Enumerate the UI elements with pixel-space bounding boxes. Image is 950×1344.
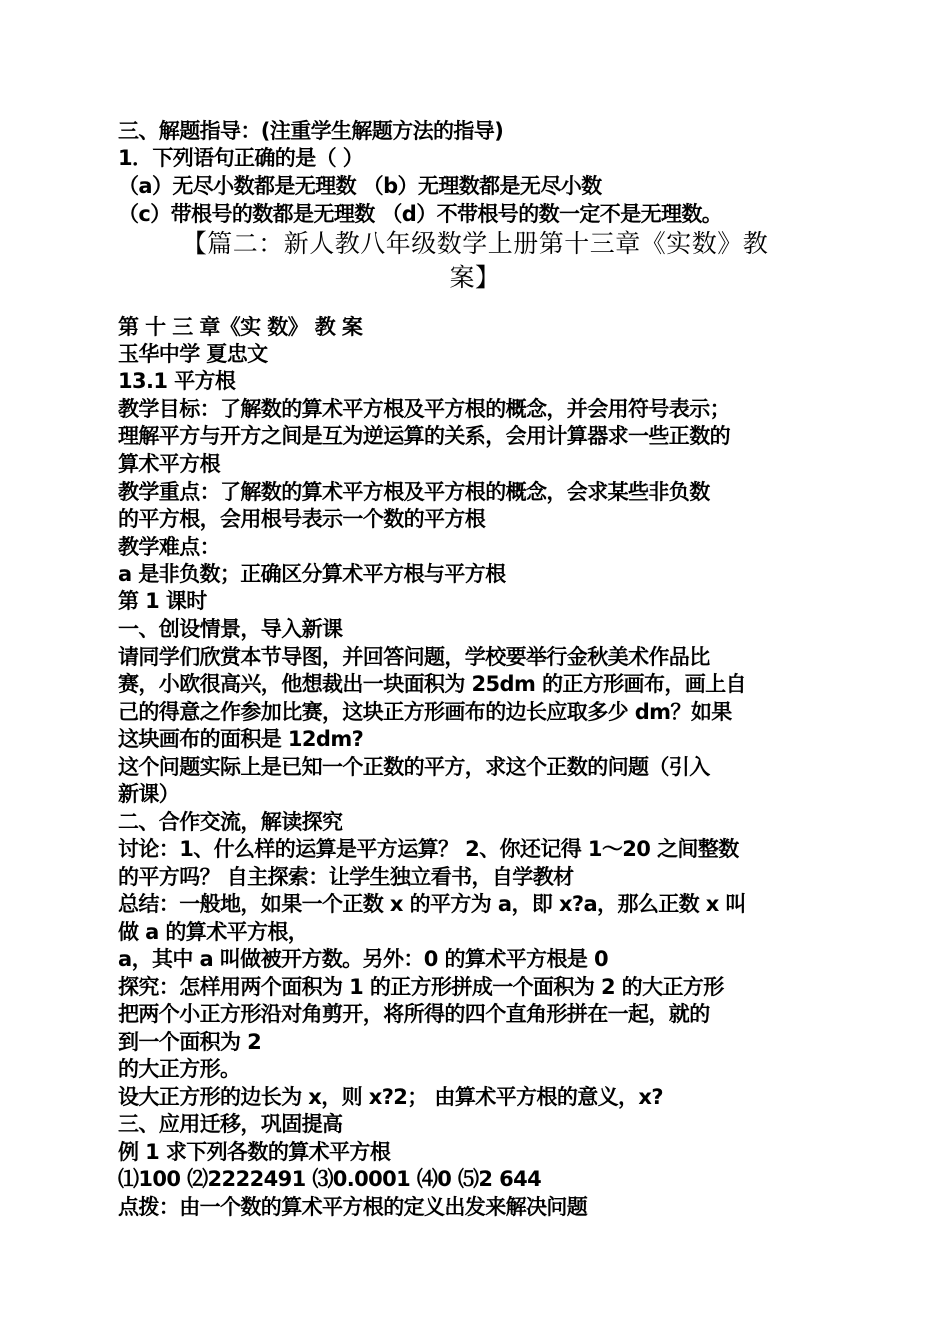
part-2-heading: 二、合作交流，解读探究	[118, 810, 343, 834]
summary-line-1: 总结：一般地，如果一个正数 x 的平方为 a，即 x?a，那么正数 x 叫	[118, 892, 746, 916]
difficulty-text: a 是非负数；正确区分算术平方根与平方根	[118, 562, 506, 586]
example-1-items: ⑴100 ⑵2222491 ⑶0.0001 ⑷0 ⑸2 644	[118, 1167, 542, 1191]
teaching-goal-line-1: 教学目标：了解数的算术平方根及平方根的概念，并会用符号表示；	[118, 397, 730, 421]
hint-line: 点拨：由一个数的算术平方根的定义出发来解决问题	[118, 1195, 588, 1219]
intro-paragraph-line-1: 请同学们欣赏本节导图，并回答问题，学校要举行金秋美术作品比	[118, 645, 710, 669]
intro-paragraph-line-2: 赛，小欧很高兴，他想裁出一块面积为 25dm 的正方形画布，画上自	[118, 672, 746, 696]
difficulty-label: 教学难点：	[118, 535, 220, 559]
part-3-heading: 三、应用迁移，巩固提高	[118, 1112, 343, 1136]
intro-paragraph-line-3: 己的得意之作参加比赛，这块正方形画布的边长应取多少 dm？如果	[118, 700, 732, 724]
summary-line-3: a，其中 a 叫做被开方数。另外：0 的算术平方根是 0	[118, 947, 609, 971]
teaching-goal-line-2: 理解平方与开方之间是互为逆运算的关系，会用计算器求一些正数的	[118, 424, 730, 448]
question-1-options-cd: （c）带根号的数都是无理数 （d）不带根号的数一定不是无理数。	[118, 202, 723, 226]
article-heading-line-2: 案】	[449, 263, 501, 292]
question-1-options-ab: （a）无尽小数都是无理数 （b）无理数都是无尽小数	[118, 174, 602, 198]
section-title: 13.1 平方根	[118, 369, 236, 393]
teaching-goal-line-3: 算术平方根	[118, 452, 220, 476]
chapter-title: 第 十 三 章《实 数》 教 案	[118, 315, 363, 339]
summary-line-2: 做 a 的算术平方根，	[118, 920, 309, 944]
section3-title: 三、解题指导：(注重学生解题方法的指导)	[118, 119, 504, 143]
discussion-line-1: 讨论：1、什么样的运算是平方运算？ 2、你还记得 1～20 之间整数	[118, 837, 739, 861]
explore-line-3: 到一个面积为 2	[118, 1030, 262, 1054]
explore-line-4: 的大正方形。	[118, 1057, 241, 1081]
discussion-line-2: 的平方吗？ 自主探索：让学生独立看书，自学教材	[118, 865, 574, 889]
explore-line-2: 把两个小正方形沿对角剪开，将所得的四个直角形拼在一起，就的	[118, 1002, 710, 1026]
explore-line-1: 探究：怎样用两个面积为 1 的正方形拼成一个面积为 2 的大正方形	[118, 975, 724, 999]
explore-line-5: 设大正方形的边长为 x，则 x?2； 由算术平方根的意义，x?	[118, 1085, 663, 1109]
problem-paragraph-line-1: 这个问题实际上是已知一个正数的平方，求这个正数的问题（引入	[118, 755, 710, 779]
question-1: 1．下列语句正确的是（ ）	[118, 146, 364, 170]
problem-paragraph-line-2: 新课）	[118, 782, 180, 806]
key-point-line-1: 教学重点：了解数的算术平方根及平方根的概念，会求某些非负数	[118, 480, 710, 504]
author-line: 玉华中学 夏忠文	[118, 342, 268, 366]
article-heading-line-1: 【篇二：新人教八年级数学上册第十三章《实数》教	[181, 229, 769, 258]
example-1-title: 例 1 求下列各数的算术平方根	[118, 1140, 391, 1164]
intro-paragraph-line-4: 这块画布的面积是 12dm?	[118, 727, 364, 751]
lesson-label: 第 1 课时	[118, 589, 207, 613]
key-point-line-2: 的平方根，会用根号表示一个数的平方根	[118, 507, 486, 531]
part-1-heading: 一、创设情景，导入新课	[118, 617, 343, 641]
